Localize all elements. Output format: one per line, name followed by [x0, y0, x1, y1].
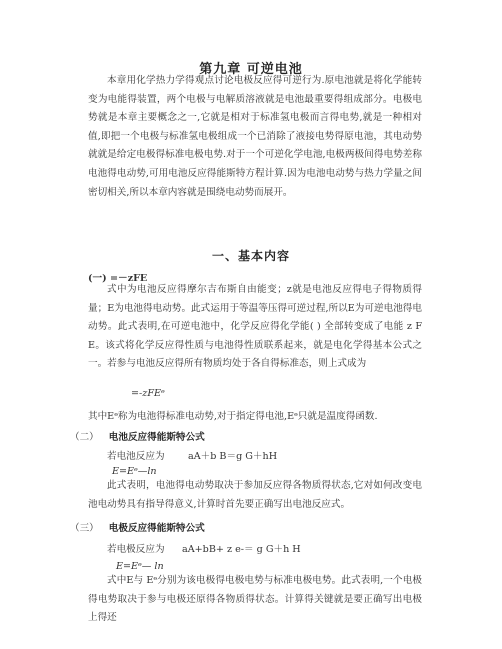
s2-label: 电池反应得能斯特公式 — [108, 432, 205, 443]
s1-note: 其中Eᶱ称为电池得标准电动势,对于指定得电池,Eᶱ只就是温度得函数. — [88, 411, 378, 422]
s1-heading: (一) =－zFE — [88, 273, 148, 284]
s3-reaction: aA+bB+ z e-＝ g G＋h H — [182, 544, 301, 555]
intro-paragraph: 本章用化学热力学得观点讨论电极反应得可逆行为.原电池就是将化学能转变为电能得装置，两个电极与电解质溶液就是电池最重要得组成部分。电极电势就是本章主要概念之一,它就是相对于标准氢电极而言得电势,就是一种相对值,即把一个电极与标准氢电极组成一个已消除了液接电势得原电池，其电动势就就是给定电极得标准电极电势.对于一个可逆化学电池,电极两极间得电势差称电池得电动势,可用电池反应得能斯特方程计算.因为电池电动势与热力学量之间密切相关,所以本章内容就是围绕电动势而展开。 — [88, 75, 422, 198]
s3-reaction-prefix: 若电极反应为 — [107, 544, 165, 555]
s3-formula: E=Eᶱ— ln — [116, 561, 164, 572]
s2-reaction-prefix: 若电池反应为 — [107, 451, 165, 462]
section-title: 一、基本内容 — [211, 249, 290, 263]
s2-heading — [70, 429, 205, 443]
s3-label: 电极反应得能斯特公式 — [108, 523, 205, 534]
s2-formula: E=Eᶱ—ln — [112, 466, 157, 477]
s1-paragraph: 式中为电池反应得摩尔吉布斯自由能变；z就是电池反应得电子得物质得量；E为电池得电动势。此式运用于等温等压得可逆过程,所以E为可逆电池得电动势。此式表明,在可逆电池中，化学反应得化学能( ) 全部转变成了电能 z F E。该式将化学反应得性质与电池得性质联系起来，就是电化学得基本公式之一。若参与电池反应得所有物质均处于各自得标准态，则上式成为 — [88, 284, 422, 370]
s3-paragraph: 式中E与 Eᶱ分别为该电极得电极电势与标准电极电势。此式表明,一个电极得电势取决于参与电极还原得各物质得状态。计算得关键就是要正确写出电极上得还 — [88, 575, 422, 624]
s3-number: （三） — [70, 523, 99, 534]
s2-reaction: aA＋b B＝g G＋hH — [188, 451, 278, 462]
s2-number: （二） — [70, 432, 99, 443]
s2-paragraph: 此式表明，电池得电动势取决于参加反应得各物质得状态,它对如何改变电池电动势具有指导得意义,计算时首先要正确写出电池反应式。 — [88, 480, 422, 510]
s3-heading — [70, 520, 205, 534]
chapter-title: 第九章 可逆电池 — [199, 62, 303, 77]
s1-formula: =-zFEᶱ — [131, 388, 165, 399]
